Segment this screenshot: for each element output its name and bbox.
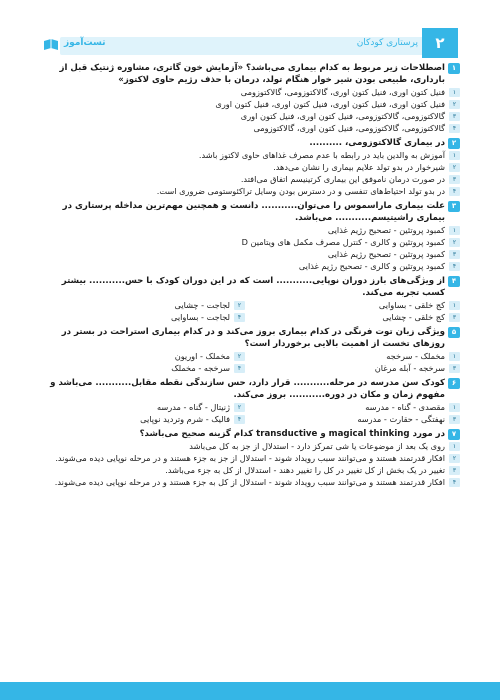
option-3[interactable]	[255, 312, 460, 323]
option-text: فالیک - شرم وتردید نوپایی	[140, 414, 230, 424]
option-3[interactable]	[40, 111, 460, 122]
question-5	[40, 326, 460, 374]
option-4[interactable]	[40, 414, 245, 425]
option-text: کمبود پروتئین - تصحیح رژیم غذایی	[327, 249, 445, 259]
option-2[interactable]	[40, 300, 245, 311]
option-2[interactable]	[40, 351, 245, 362]
option-text: در بدو تولد احتیاط‌های تنفسی و در دسترس بودن وسایل تراکئوستومی ضروری است.	[156, 186, 445, 196]
option-text: تغییر در یک بخش از کل تغییر در کل را تغییر دهند - استدلال از کل به جزء می‌باشد.	[165, 465, 445, 475]
option-text: ژنیتال - گناه - مدرسه	[157, 402, 230, 412]
option-text: مخملک - اوریون	[174, 351, 230, 361]
option-text: کمبود پروتئین و کالری - تصحیح رژیم غذایی	[298, 261, 445, 271]
option-text: لجاجت - چشایی	[174, 300, 230, 310]
questions-list	[40, 62, 460, 682]
option-3[interactable]	[40, 174, 460, 185]
option-text: مقصدی - گناه - مدرسه	[365, 402, 445, 412]
option-1[interactable]	[40, 87, 460, 98]
option-marker: ۲	[449, 238, 460, 247]
option-text: فنیل کتون اوری، فنیل کتون اوری، گالاکتوزومی، گالاکتوزومی	[240, 87, 445, 97]
option-text: کج خلقی - چشایی	[382, 312, 445, 322]
option-text: کمبود پروتئین و کالری - کنترل مصرف مکمل های ویتامین D	[241, 237, 445, 247]
option-marker: ۱	[449, 88, 460, 97]
page-title: پرستاری کودکان	[356, 38, 418, 48]
option-marker: ۳	[449, 112, 460, 121]
option-2[interactable]	[40, 99, 460, 110]
option-1[interactable]	[40, 225, 460, 236]
option-text: گالاکتوزومی، گالاکتوزومی، فنیل کتون اوری، فنیل کتون اوری	[240, 111, 445, 121]
option-marker: ۲	[234, 301, 245, 310]
option-marker: ۴	[234, 415, 245, 424]
option-text: شیرخوار در بدو تولد علایم بیماری را نشان می‌دهد.	[273, 162, 445, 172]
option-marker: ۴	[449, 262, 460, 271]
option-4[interactable]	[40, 123, 460, 134]
option-marker: ۳	[449, 364, 460, 373]
option-marker: ۳	[449, 175, 460, 184]
question-number: ۶	[448, 378, 460, 389]
option-3[interactable]	[40, 249, 460, 260]
option-text: مخملک - سرخجه	[386, 351, 445, 361]
option-text: افکار قدرتمند هستند و می‌توانند سبب رویداد شوند - استدلال از کل به جزء هستند و در مرحله نوپایی دیده می‌شوند.	[54, 477, 445, 487]
question-text: کودک سن مدرسه در مرحله........... قرار دارد، حس سازندگی نقطه مقابل........... می‌باشد و مفهوم زمان و مکان در دوره........... بروز می‌کند.	[50, 378, 445, 400]
question-number: ۳	[448, 201, 460, 212]
question-7	[40, 428, 460, 488]
option-marker: ۱	[449, 442, 460, 451]
option-4[interactable]	[40, 363, 245, 374]
option-2[interactable]	[40, 162, 460, 173]
option-marker: ۱	[449, 352, 460, 361]
question-1	[40, 62, 460, 134]
option-4[interactable]	[40, 186, 460, 197]
option-marker: ۴	[449, 187, 460, 196]
option-3[interactable]	[40, 465, 460, 476]
option-text: سرخجه - مخملک	[171, 363, 230, 373]
option-1[interactable]	[40, 441, 460, 452]
question-6	[40, 377, 460, 425]
question-text: از ویژگی‌های بارز دوران نوپایی........... است که در این دوران کودک با حس........... بیشتر کسب تجربه می‌کند.	[61, 276, 445, 298]
option-3[interactable]	[255, 363, 460, 374]
option-marker: ۱	[449, 301, 460, 310]
question-number: ۲	[448, 138, 460, 149]
question-text: ویژگی زبان توت فرنگی در کدام بیماری بروز می‌کند و در کدام بیماری استراحت در بستر در روزهای تخست از اهمیت بالایی برخوردار است؟	[61, 327, 445, 349]
option-marker: ۲	[449, 100, 460, 109]
question-number: ۷	[448, 429, 460, 440]
option-marker: ۲	[449, 163, 460, 172]
option-marker: ۴	[449, 478, 460, 487]
question-text: در مورد magical thinking و transductive کدام گزینه صحیح می‌باشد؟	[139, 429, 445, 439]
question-2	[40, 137, 460, 197]
option-marker: ۲	[449, 454, 460, 463]
question-text: در بیماری گالاکتوزومی، ..........	[309, 138, 445, 148]
question-number: ۱	[448, 63, 460, 74]
option-1[interactable]	[255, 300, 460, 311]
option-text: گالاکتوزومی، گالاکتوزومی، فنیل کتون اوری، گالاکتوزومی	[253, 123, 445, 133]
question-4	[40, 275, 460, 323]
option-4[interactable]	[40, 312, 245, 323]
option-2[interactable]	[40, 402, 245, 413]
option-marker: ۴	[449, 124, 460, 133]
option-marker: ۳	[449, 250, 460, 259]
option-marker: ۱	[449, 226, 460, 235]
option-4[interactable]	[40, 261, 460, 272]
option-text: کج خلقی - بساوایی	[378, 300, 445, 310]
question-number: ۴	[448, 276, 460, 287]
question-text: اصطلاحات زیر مربوط به کدام بیماری می‌باشد؟ «آزمایش خون گاتری، مشاوره ژنتیک قبل از بارداری، طبیعی بودن شیر خوار هنگام تولد، درمان با حذف رژیم حاوی لاکتوز»	[59, 63, 445, 85]
option-3[interactable]	[255, 414, 460, 425]
option-marker: ۲	[234, 403, 245, 412]
option-text: نهفتگی - حقارت - مدرسه	[357, 414, 445, 424]
option-marker: ۳	[449, 466, 460, 475]
option-marker: ۳	[449, 313, 460, 322]
option-text: در صورت درمان نامو‌فق این بیماری کرتینیسم اتفاق می‌افتد.	[240, 174, 445, 184]
option-text: کمبود پروتئین - تصحیح رژیم غذایی	[327, 225, 445, 235]
question-3	[40, 200, 460, 272]
option-text: افکار قدرتمند هستند و می‌توانند سبب رویداد شوند - استدلال از جز به جزء هستند و در مرحله نوپایی دیده می‌شوند.	[55, 453, 445, 463]
book-logo-icon	[42, 36, 60, 54]
option-marker: ۱	[449, 403, 460, 412]
brand-name: تست‌آموز	[64, 38, 106, 48]
option-marker: ۳	[449, 415, 460, 424]
option-text: سرخجه - آبله مرغان	[374, 363, 445, 373]
option-4[interactable]	[40, 477, 460, 488]
option-marker: ۲	[234, 352, 245, 361]
option-2[interactable]	[40, 453, 460, 464]
option-marker: ۱	[449, 151, 460, 160]
option-1[interactable]	[40, 150, 460, 161]
page-footer-band	[0, 682, 500, 700]
option-1[interactable]	[255, 402, 460, 413]
option-text: آموزش به والدین باید در رابطه با عدم مصرف غذاهای حاوی لاکتوز باشد.	[198, 150, 445, 160]
question-number: ۵	[448, 327, 460, 338]
option-text: لجاجت - بساوایی	[171, 312, 230, 322]
page-header	[0, 0, 500, 60]
option-2[interactable]	[40, 237, 460, 248]
option-marker: ۴	[234, 313, 245, 322]
option-marker: ۴	[234, 364, 245, 373]
option-1[interactable]	[255, 351, 460, 362]
question-text: علت بیماری ماراسموس را می‌توان........... دانست و همچنین مهم‌ترین مداخله پرستاری در بیماری راشیتیسم........... می‌باشد.	[62, 201, 445, 223]
option-text: فنیل کتون اوری، فنیل کتون اوری، فنیل کتون اوری، فنیل کتون اوری	[215, 99, 445, 109]
option-text: روی یک بعد از موضوعات یا شی تمرکز دارد - استدلال از جز به کل می‌باشد	[189, 441, 445, 451]
page-number: ۲	[422, 28, 458, 58]
